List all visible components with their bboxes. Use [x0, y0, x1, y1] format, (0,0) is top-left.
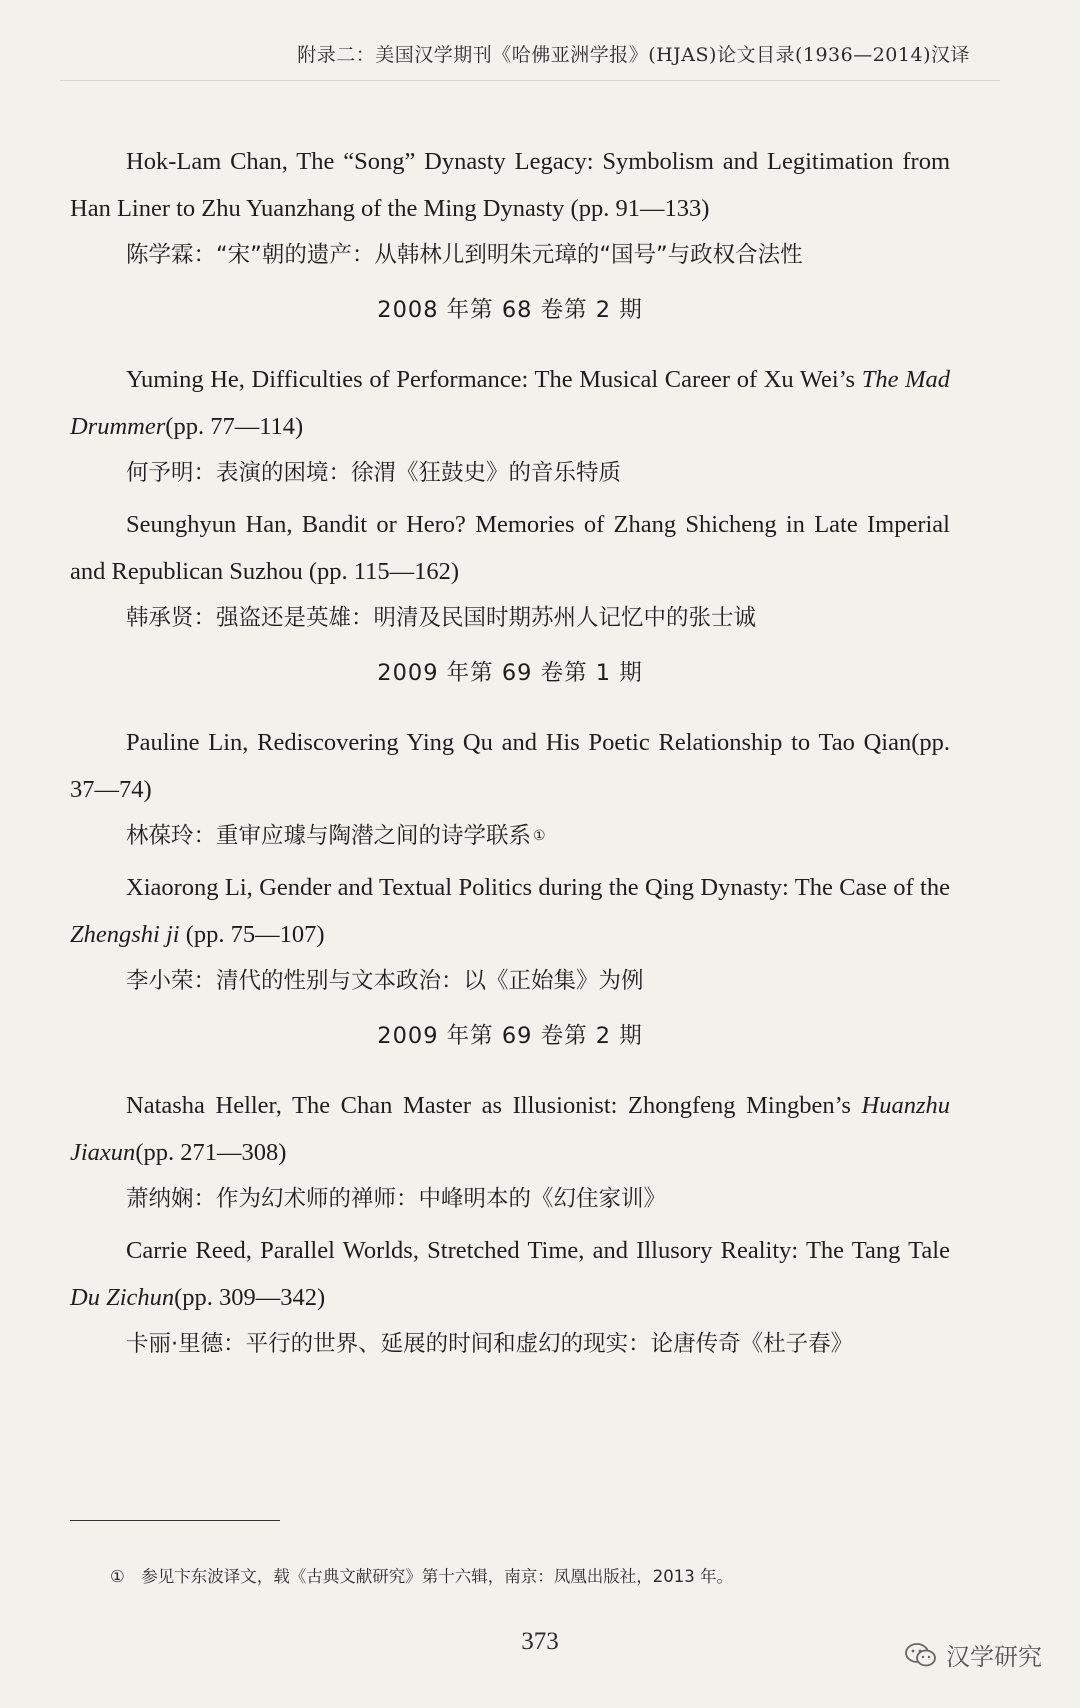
article-title-en: Seunghyun Han, Bandit or Hero? Memories of Zhang Shicheng in Late Imperial and Republican Suzhou (pp. 115—162) — [70, 511, 950, 585]
article-title-zh: 林葆玲：重审应璩与陶潜之间的诗学联系 ① — [126, 823, 546, 849]
issue-heading: 2009 年第 69 卷第 1 期 — [377, 660, 643, 686]
article-entry — [70, 864, 950, 1005]
article-title-en: Hok-Lam Chan, The “Song” Dynasty Legacy: Symbolism and Legitimation from Han Liner to Zhu Yuanzhang of the Ming Dynasty (pp. 91—133) — [70, 148, 950, 222]
article-entry — [70, 1227, 950, 1368]
article-title-en: Carrie Reed, Parallel Worlds, Stretched Time, and Illusory Reality: The Tang Tale Du Zichun(pp. 309—342) — [70, 1237, 950, 1311]
header-divider — [60, 80, 1000, 81]
watermark-text: 汉学研究 — [946, 1643, 1042, 1671]
article-title-zh: 陈学霖：“宋”朝的遗产：从韩林儿到明朱元璋的“国号”与政权合法性 — [126, 242, 803, 268]
page-number: 373 — [521, 1628, 559, 1655]
article-entry — [70, 501, 950, 642]
footnote-marker: ① — [533, 828, 546, 844]
article-title-zh: 韩承贤：强盗还是英雄：明清及民国时期苏州人记忆中的张士诚 — [126, 605, 757, 631]
article-title-zh: 卡丽·里德：平行的世界、延展的时间和虚幻的现实：论唐传奇《杜子春》 — [126, 1331, 854, 1357]
article-title-en: Yuming He, Difficulties of Performance: The Musical Career of Xu Wei’s The Mad Drummer(pp. 77—114) — [70, 366, 950, 440]
article-title-en: Natasha Heller, The Chan Master as Illusionist: Zhongfeng Mingben’s Huanzhu Jiaxun(pp. 271—308) — [70, 1092, 950, 1166]
article-title-zh: 萧纳娴：作为幻术师的禅师：中峰明本的《幻住家训》 — [126, 1186, 667, 1212]
article-title-en: Xiaorong Li, Gender and Textual Politics during the Qing Dynasty: The Case of the Zhengshi ji (pp. 75—107) — [70, 874, 950, 948]
article-entry — [70, 138, 950, 279]
page-body — [70, 138, 950, 1372]
footnote: ① 参见卞东波译文，载《古典文献研究》第十六辑，南京：凤凰出版社，2013 年。 — [110, 1567, 734, 1586]
issue-heading: 2008 年第 68 卷第 2 期 — [377, 297, 643, 323]
article-entry — [70, 719, 950, 860]
footnote-divider — [70, 1520, 280, 1521]
article-title-en: Pauline Lin, Rediscovering Ying Qu and His Poetic Relationship to Tao Qian(pp. 37—74) — [70, 729, 950, 803]
watermark — [904, 1637, 1042, 1672]
running-header: 附录二：美国汉学期刊《哈佛亚洲学报》(HJAS)论文目录(1936—2014)汉译 — [297, 44, 970, 66]
article-title-zh: 李小荣：清代的性别与文本政治：以《正始集》为例 — [126, 968, 644, 994]
article-title-zh: 何予明：表演的困境：徐渭《狂鼓史》的音乐特质 — [126, 460, 622, 486]
article-entry — [70, 1082, 950, 1223]
wechat-icon — [904, 1642, 938, 1668]
issue-heading: 2009 年第 69 卷第 2 期 — [377, 1023, 643, 1049]
article-entry — [70, 356, 950, 497]
